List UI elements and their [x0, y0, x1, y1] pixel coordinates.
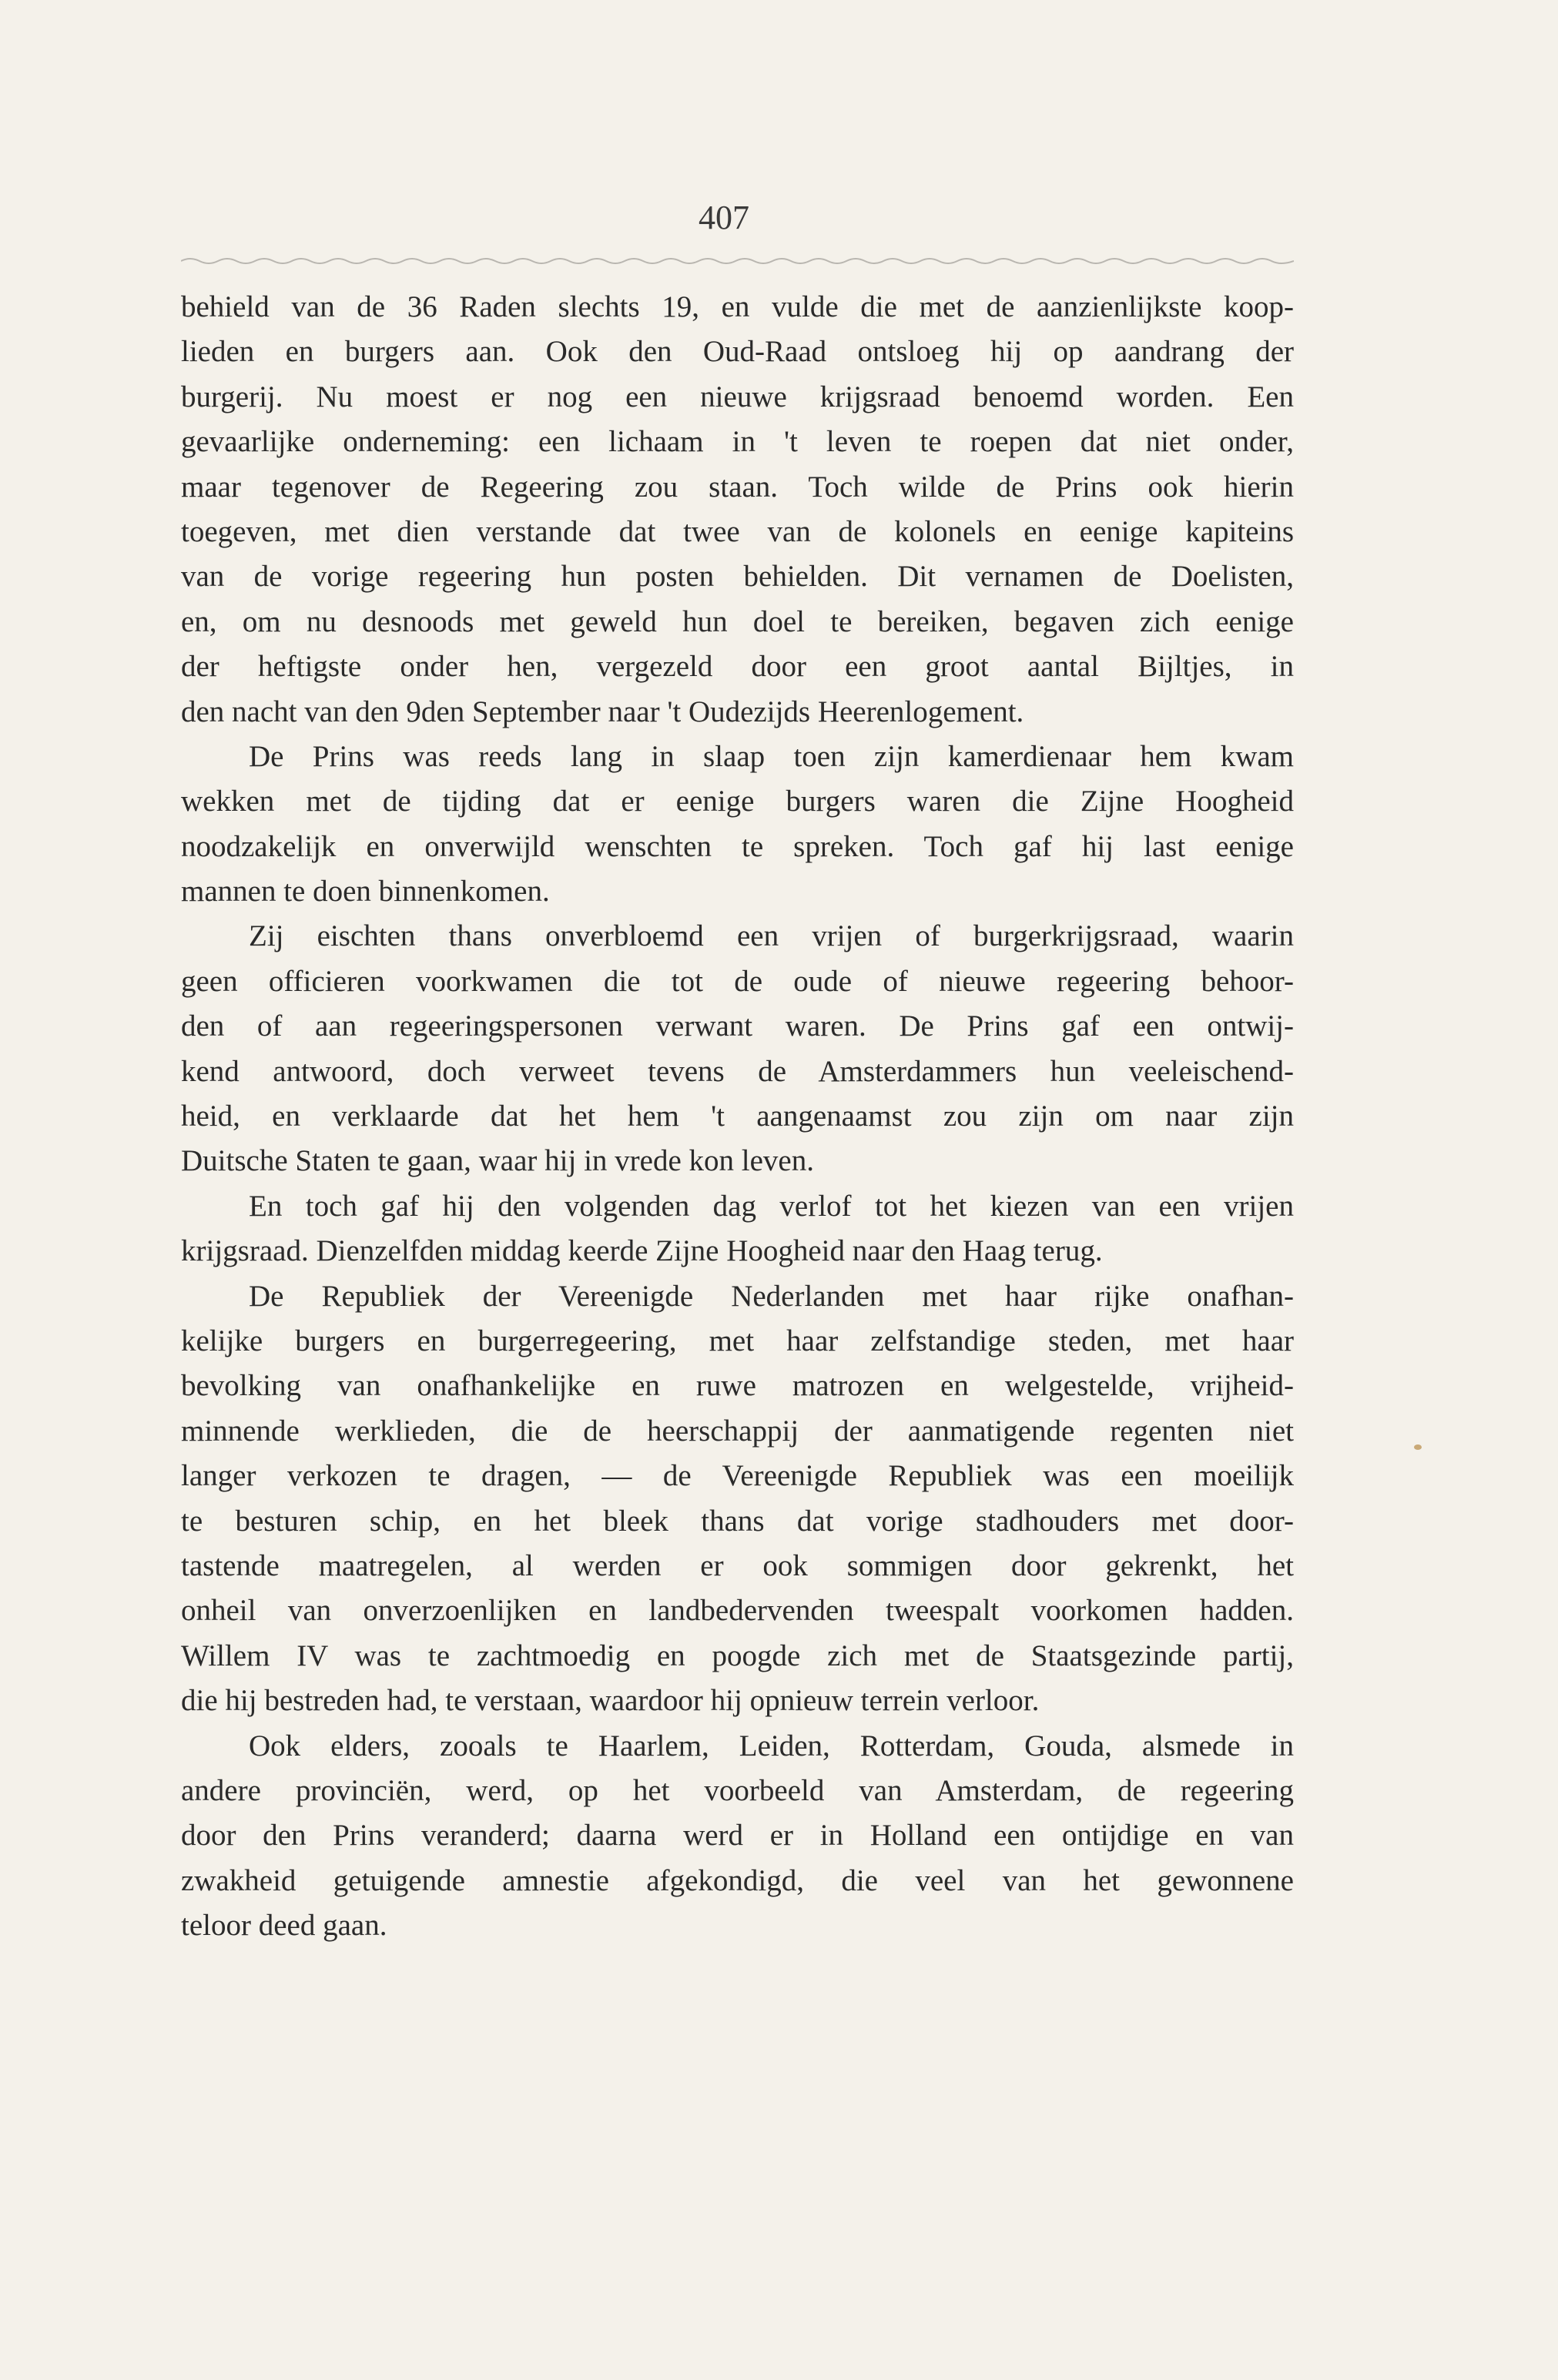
- text-line: zwakheid getuigende amnestie afgekondigd, die veel van het gewonnene: [181, 1863, 1294, 1897]
- paper-speck: [1414, 1444, 1422, 1450]
- text-line: der heftigste onder hen, vergezeld door een groot aantal Bijltjes, in: [181, 650, 1294, 684]
- text-line: teloor deed gaan.: [181, 1909, 387, 1943]
- text-line: onheil van onverzoenlijken en landbedervenden tweespalt voorkomen hadden.: [181, 1594, 1294, 1628]
- text-line: wekken met de tijding dat er eenige burgers waren die Zijne Hoogheid: [181, 785, 1294, 818]
- text-line: heid, en verklaarde dat het hem 't aangenaamst zou zijn om naar zijn: [181, 1100, 1294, 1133]
- wavy-rule-ornament: [181, 254, 1294, 268]
- text-line: burgerij. Nu moest er nog een nieuwe krijgsraad benoemd worden. Een: [181, 380, 1294, 413]
- text-line: tastende maatregelen, al werden er ook sommigen door gekrenkt, het: [181, 1548, 1294, 1582]
- text-line: den of aan regeeringspersonen verwant waren. De Prins gaf een ontwij-: [181, 1009, 1294, 1043]
- text-line: kelijke burgers en burgerregeering, met haar zelfstandige steden, met haar: [181, 1324, 1294, 1357]
- text-line: bevolking van onafhankelijke en ruwe matrozen en welgestelde, vrijheid-: [181, 1369, 1294, 1403]
- text-line: mannen te doen binnenkomen.: [181, 875, 550, 909]
- text-line: Duitsche Staten te gaan, waar hij in vrede kon leven.: [181, 1144, 814, 1178]
- text-line: En toch gaf hij den volgenden dag verlof tot het kiezen van een vrijen: [249, 1189, 1294, 1223]
- text-line: lieden en burgers aan. Ook den Oud-Raad ontsloeg hij op aandrang der: [181, 335, 1294, 369]
- text-line: te besturen schip, en het bleek thans dat vorige stadhouders met door-: [181, 1504, 1294, 1538]
- text-line: langer verkozen te dragen, — de Vereenigde Republiek was een moeilijk: [181, 1459, 1294, 1493]
- text-line: maar tegenover de Regeering zou staan. Toch wilde de Prins ook hierin: [181, 470, 1294, 504]
- page-number: 407: [699, 199, 749, 236]
- text-line: De Republiek der Vereenigde Nederlanden met haar rijke onafhan-: [249, 1279, 1294, 1313]
- text-line: die hij bestreden had, te verstaan, waardoor hij opnieuw terrein verloor.: [181, 1684, 1040, 1718]
- text-line: minnende werklieden, die de heerschappij der aanmatigende regenten niet: [181, 1414, 1294, 1448]
- text-line: van de vorige regeering hun posten behielden. Dit vernamen de Doelisten,: [181, 560, 1294, 594]
- text-line: andere provinciën, werd, op het voorbeeld van Amsterdam, de regeering: [181, 1773, 1294, 1807]
- text-line: krijgsraad. Dienzelfden middag keerde Zijne Hoogheid naar den Haag terug.: [181, 1234, 1103, 1268]
- text-line: kend antwoord, doch verweet tevens de Amsterdammers hun veeleischend-: [181, 1054, 1294, 1088]
- text-line: behield van de 36 Raden slechts 19, en vulde die met de aanzienlijkste koop-: [181, 290, 1294, 323]
- text-line: den nacht van den 9den September naar 't Oudezijds Heerenlogement.: [181, 695, 1024, 728]
- body-text: [181, 285, 1294, 1948]
- text-line: gevaarlijke onderneming: een lichaam in 't leven te roepen dat niet onder,: [181, 425, 1294, 459]
- text-line: toegeven, met dien verstande dat twee van de kolonels en eenige kapiteins: [181, 514, 1294, 548]
- text-line: Zij eischten thans onverbloemd een vrijen of burgerkrijgsraad, waarin: [249, 919, 1294, 953]
- text-line: geen officieren voorkwamen die tot de oude of nieuwe regeering behoor-: [181, 964, 1294, 998]
- text-line: en, om nu desnoods met geweld hun doel te bereiken, begaven zich eenige: [181, 604, 1294, 638]
- text-line: Ook elders, zooals te Haarlem, Leiden, Rotterdam, Gouda, alsmede in: [249, 1729, 1294, 1762]
- text-line: De Prins was reeds lang in slaap toen zijn kamerdienaar hem kwam: [249, 739, 1294, 773]
- text-line: noodzakelijk en onverwijld wenschten te spreken. Toch gaf hij last eenige: [181, 829, 1294, 863]
- text-line: door den Prins veranderd; daarna werd er in Holland een ontijdige en van: [181, 1819, 1294, 1853]
- text-line: Willem IV was te zachtmoedig en poogde zich met de Staatsgezinde partij,: [181, 1639, 1294, 1672]
